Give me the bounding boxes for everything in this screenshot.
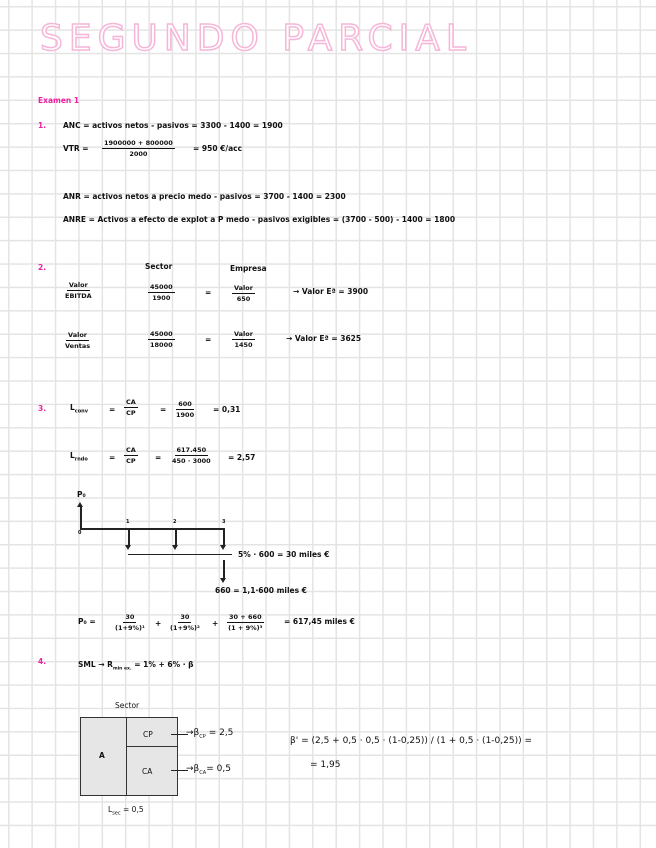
period-3: 3 <box>222 519 226 525</box>
term-3 <box>227 613 264 632</box>
value-fraction <box>172 446 211 465</box>
ca-cp-fraction <box>124 446 138 465</box>
ca-cp-fraction <box>124 398 138 417</box>
row-result: → Valor Eª = 3900 <box>293 287 369 296</box>
period-2: 2 <box>173 519 177 525</box>
l: L <box>70 403 75 412</box>
l-conv-result: = 0,31 <box>213 405 241 414</box>
vtr-label: VTR = <box>63 144 89 153</box>
num: 600 <box>178 400 192 408</box>
sml-rest: = 1% + 6% · β <box>134 660 194 669</box>
l-sec <box>108 805 144 817</box>
equals: = <box>109 453 116 462</box>
den: (1 + 9%)³ <box>228 624 263 632</box>
down-arrow-icon <box>128 529 130 547</box>
ratio-num: Valor <box>68 331 88 339</box>
sector-label: Sector <box>115 701 140 710</box>
empresa-fraction <box>232 284 255 303</box>
den: CP <box>126 457 136 465</box>
equals: = <box>205 335 212 344</box>
num: CA <box>126 398 136 406</box>
den: (1+9%)¹ <box>115 624 145 632</box>
vtr-result: = 950 €/acc <box>193 144 243 153</box>
num: CA <box>126 446 136 454</box>
beta-formula: β' = (2,5 + 0,5 · 0,5 · (1-0,25)) / (1 + 0,5 · (1-0,25)) = <box>290 736 533 746</box>
page-title: SEGUNDO PARCIAL <box>40 18 472 59</box>
value: = 2,5 <box>208 728 234 738</box>
empresa-header: Empresa <box>230 264 267 273</box>
timeline <box>80 528 225 530</box>
cell-a-label: A <box>99 751 105 760</box>
sub: min ex. <box>112 666 132 672</box>
ratio-fraction <box>65 331 90 350</box>
vtr-fraction <box>102 139 175 158</box>
equals: = <box>205 288 212 297</box>
sector-fraction <box>148 283 175 302</box>
value: = 0,5 <box>206 764 231 774</box>
sector-fraction <box>148 330 175 349</box>
empresa-fraction <box>232 330 255 349</box>
sector-num: 45000 <box>150 283 173 291</box>
equals: = <box>155 453 162 462</box>
coupon-line <box>128 554 232 555</box>
ratio-den: Ventas <box>65 342 91 350</box>
value: = 0,5 <box>123 805 144 814</box>
den: (1+9%)² <box>170 624 200 632</box>
ratio-fraction <box>65 281 92 300</box>
den: CP <box>126 409 136 417</box>
l: L <box>108 805 113 814</box>
anc-equation: ANC = activos netos - pasivos = 3300 - 1400 = 1900 <box>63 121 283 130</box>
question-4-number: 4. <box>38 657 47 666</box>
sub: conv <box>74 408 88 415</box>
plus: + <box>155 619 162 628</box>
beta-ca: $\to\beta_{CA}= 0,5$ <box>186 764 231 776</box>
beta-result: = 1,95 <box>310 760 341 770</box>
l-rndo-label <box>70 451 88 463</box>
exam-heading: Examen 1 <box>38 96 80 105</box>
down-arrow-icon <box>223 529 225 547</box>
num: 30 <box>180 613 190 621</box>
sector-den: 18000 <box>150 341 173 349</box>
beta: β <box>193 728 200 738</box>
vtr-denominator: 2000 <box>129 150 148 158</box>
emp-den: 650 <box>236 295 251 303</box>
question-3-number: 3. <box>38 404 47 413</box>
l-conv-label <box>70 403 88 415</box>
sml: SML → R <box>78 660 113 669</box>
emp-den: 1450 <box>234 341 253 349</box>
beta: β <box>193 764 200 774</box>
question-2-number: 2. <box>38 263 47 272</box>
down-arrow-icon <box>175 529 177 547</box>
p0-result: = 617,45 miles € <box>284 617 355 626</box>
final-payment-text: 660 = 1,1·600 miles € <box>215 586 307 595</box>
question-1-number: 1. <box>38 121 47 130</box>
num: 30 + 660 <box>229 613 262 621</box>
anre-equation: ANRE = Activos a efecto de explot a P medo - pasivos exigibles = (3700 - 500) - 1400 = 1800 <box>63 215 456 224</box>
down-arrow-icon <box>223 560 225 580</box>
beta-cp: $\to\beta_{CP} = 2,5$ <box>186 728 234 740</box>
equals: = <box>109 405 116 414</box>
coupon-text: 5% · 600 = 30 miles € <box>238 550 330 559</box>
period-1: 1 <box>126 519 130 525</box>
anr-equation: ANR = activos netos a precio medo - pasivos = 3700 - 1400 = 2300 <box>63 192 346 201</box>
num: 30 <box>125 613 135 621</box>
period-0: 0 <box>78 530 82 536</box>
term-1 <box>115 613 145 632</box>
sub: CP <box>199 733 206 740</box>
ratio-num: Valor <box>68 281 88 289</box>
sector-den: 1900 <box>152 294 171 302</box>
p0-label: P₀ <box>77 490 86 499</box>
den: 1900 <box>176 411 195 419</box>
sml-equation <box>78 660 194 672</box>
sub: sec <box>112 810 121 817</box>
emp-num: Valor <box>234 330 253 338</box>
num: 617.450 <box>176 446 207 454</box>
plus: + <box>212 619 219 628</box>
up-arrow-icon <box>80 505 82 528</box>
l: L <box>70 451 75 460</box>
row-result: → Valor Eª = 3625 <box>286 334 362 343</box>
sector-num: 45000 <box>150 330 173 338</box>
l-rndo-result: = 2,57 <box>228 453 256 462</box>
cell-ca-label: CA <box>142 767 153 776</box>
cell-cp-label: CP <box>143 730 153 739</box>
den: 450 · 3000 <box>172 457 211 465</box>
ratio-den: EBITDA <box>65 292 92 300</box>
emp-num: Valor <box>234 284 253 292</box>
vtr-numerator: 1900000 + 800000 <box>104 139 173 147</box>
equals: = <box>160 405 167 414</box>
p0-formula-label: P₀ = <box>78 617 96 626</box>
term-2 <box>170 613 200 632</box>
sector-header: Sector <box>145 262 173 271</box>
sub: rndo <box>74 456 88 463</box>
sub: CA <box>199 769 207 776</box>
value-fraction <box>176 400 194 419</box>
